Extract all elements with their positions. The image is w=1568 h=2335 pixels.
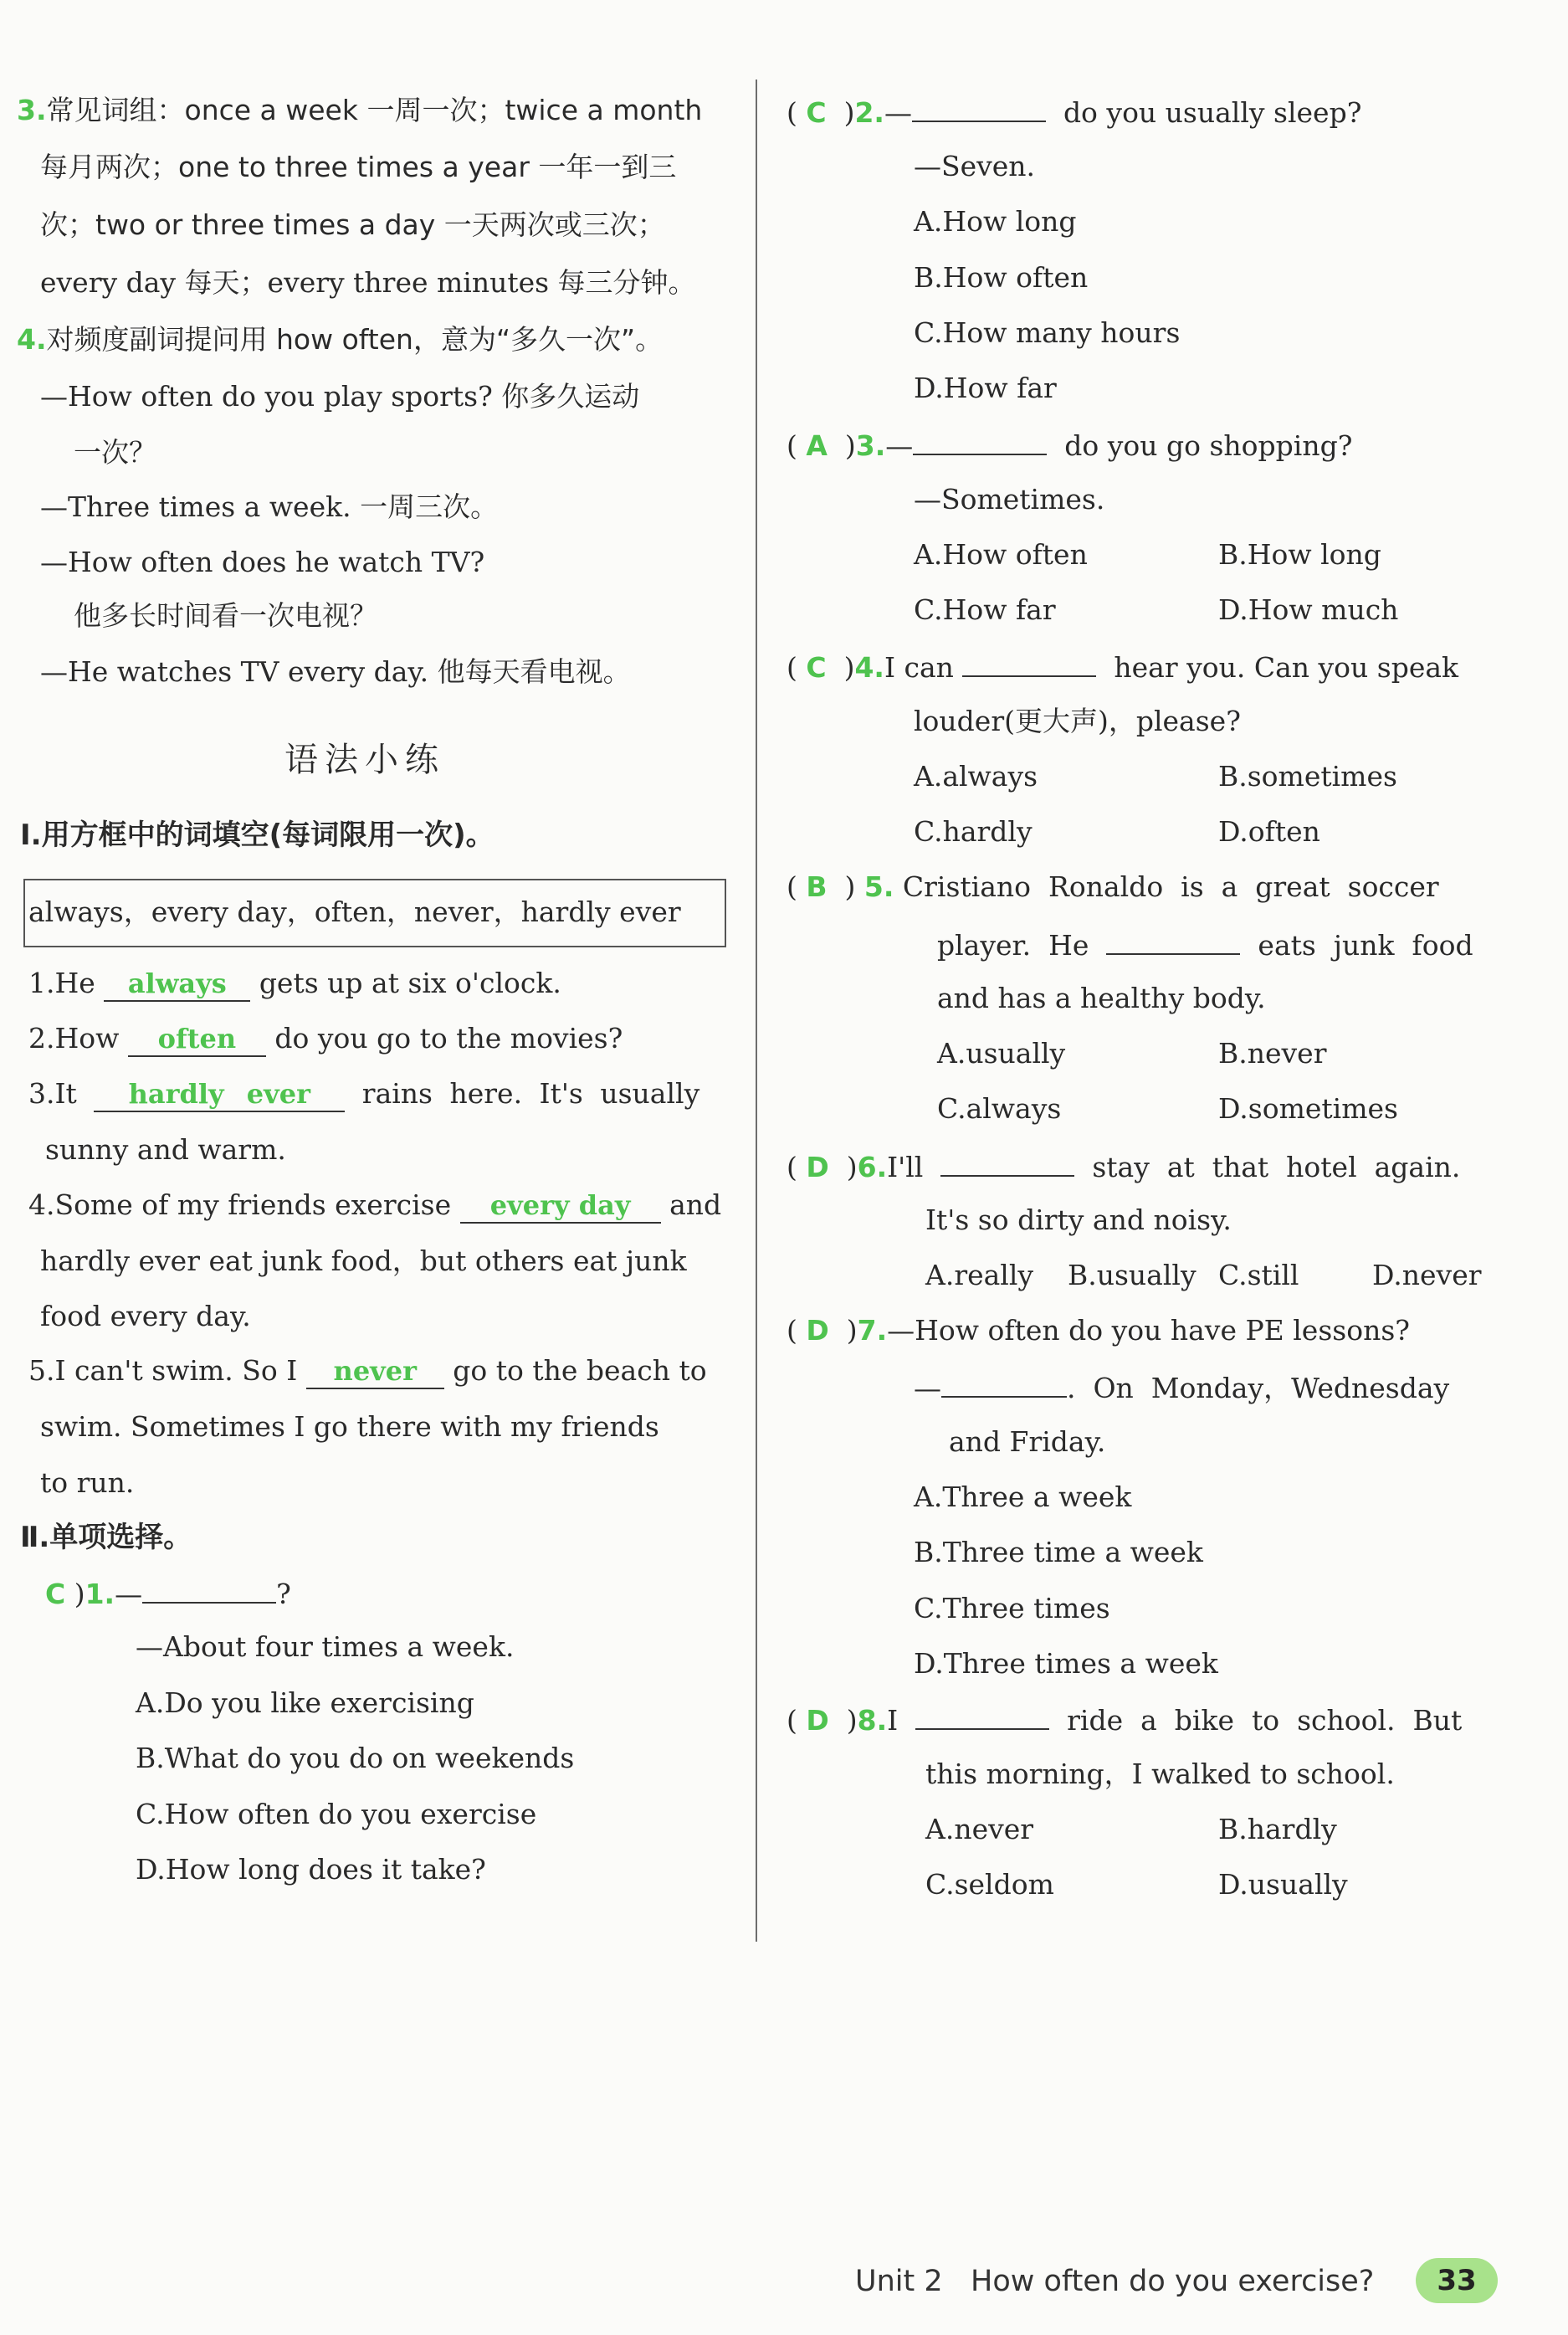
mc-stem-end: ? <box>276 1578 291 1610</box>
fill-item-post: and <box>669 1188 722 1221</box>
mc-question-6: ( D )6.I'll stay at that hotel again. <box>787 1147 1460 1186</box>
footer-unit: Unit 2 <box>855 2265 943 2298</box>
mc-stem: I'll <box>887 1151 924 1183</box>
mc-blank <box>941 1368 1067 1398</box>
mc-8-option-c: C.seldom <box>925 1868 1054 1901</box>
mc-stem-end: ride a bike to school. But <box>1067 1704 1463 1737</box>
mc-stem: —How often do you have PE lessons? <box>887 1314 1410 1347</box>
fill-answer: every day <box>460 1188 661 1224</box>
mc-blank <box>913 425 1047 455</box>
mc-7-option-d: D.Three times a week <box>914 1647 1218 1680</box>
mc-5-option-d: D.sometimes <box>1218 1092 1398 1125</box>
mc-stem-end: hear you. Can you speak <box>1114 651 1459 684</box>
mc-blank <box>940 1147 1074 1177</box>
fill-item-5-cont2: to run. <box>40 1466 135 1499</box>
fill-item-pre: Some of my friends exercise <box>54 1188 452 1221</box>
mc-answer: D <box>806 1151 829 1183</box>
mc-answer: D <box>806 1704 829 1737</box>
mc-blank <box>912 92 1046 122</box>
mc-2-option-b: B.How often <box>914 261 1089 294</box>
mc-1-option-d: D.How long does it take? <box>136 1853 486 1886</box>
mc-7-option-b: B.Three time a week <box>914 1536 1203 1568</box>
mc-answer: C <box>806 96 827 129</box>
mc-6-option-c: C.still <box>1218 1259 1299 1291</box>
mc-blank <box>915 1700 1049 1730</box>
mc-3-option-d: D.How much <box>1218 593 1399 626</box>
mc-4-option-a: A.always <box>914 760 1038 793</box>
note-4-example-2-q-cont: 他多长时间看一次电视？ <box>74 599 377 632</box>
note-3-line-4: every day 每天；every three minutes 每三分钟。 <box>40 266 696 299</box>
mc-num: 3. <box>855 429 886 462</box>
fill-item-2 <box>28 1020 623 1057</box>
note-4-example-1-q: —How often do you play sports? 你多久运动 <box>40 380 640 413</box>
mc-6-option-a: A.really <box>925 1259 1034 1291</box>
mc-7-reply: — . On Monday，Wednesday <box>914 1368 1449 1407</box>
mc-stem-end: do you go shopping? <box>1064 429 1353 462</box>
mc-3-option-c: C.How far <box>914 593 1056 626</box>
mc-7-option-a: A.Three a week <box>914 1481 1132 1513</box>
note-4-example-2-a: —He watches TV every day. 他每天看电视。 <box>40 655 631 688</box>
mc-num: 1. <box>85 1578 115 1610</box>
mc-num: 6. <box>857 1151 888 1183</box>
fill-item-4-cont: hardly ever eat junk food，but others eat junk <box>40 1244 687 1277</box>
column-divider <box>756 80 757 1942</box>
mc-question-2: ( C )2.— do you usually sleep? <box>787 92 1361 131</box>
section-title: 语法小练 <box>284 741 445 779</box>
mc-blank <box>142 1573 276 1604</box>
mc-stem-end: do you usually sleep? <box>1063 96 1362 129</box>
fill-item-pre: He <box>54 967 95 999</box>
mc-2-reply: —Seven. <box>914 150 1036 182</box>
mc-8-option-b: B.hardly <box>1218 1813 1337 1845</box>
mc-question-4: ( C )4.I can hear you. Can you speak <box>787 647 1458 686</box>
mc-stem: I <box>887 1704 899 1737</box>
mc-num: 5. <box>863 870 894 903</box>
mc-question-1: C )1.— ? <box>45 1573 291 1613</box>
mc-num: 4. <box>854 651 884 684</box>
mc-question-3: ( A )3.— do you go shopping? <box>787 425 1352 464</box>
page-number-badge <box>1416 2258 1498 2303</box>
mc-6-option-d: D.never <box>1372 1259 1482 1291</box>
fill-item-5 <box>28 1352 707 1389</box>
mc-1-option-c: C.How often do you exercise <box>136 1798 537 1830</box>
mc-stem: Cristiano Ronaldo is a great soccer <box>902 870 1439 903</box>
note-3-line-2: 每月两次；one to three times a year 一年一到三 <box>40 151 677 183</box>
fill-item-post: gets up at six o'clock. <box>259 967 561 999</box>
footer-title: How often do you exercise? <box>971 2265 1375 2298</box>
mc-answer: A <box>806 429 828 462</box>
fill-item-post: rains here. It's usually <box>361 1077 700 1110</box>
part-1-heading: Ⅰ.用方框中的词填空(每词限用一次)。 <box>20 819 494 852</box>
mc-5-option-b: B.never <box>1218 1037 1327 1070</box>
mc-4-option-b: B.sometimes <box>1218 760 1397 793</box>
fill-item-post: do you go to the movies? <box>274 1022 623 1055</box>
fill-item-pre: It <box>54 1077 77 1110</box>
mc-6-option-b: B.usually <box>1068 1259 1196 1291</box>
mc-5-cont: player. He eats junk food <box>937 925 1473 964</box>
mc-stem: — <box>884 96 912 129</box>
note-3-line-1: 3.常见词组：once a week 一周一次；twice a month <box>17 94 703 126</box>
word-box-text: always，every day，often，never，hardly ever <box>28 896 681 928</box>
mc-question-5: ( B ) 5. Cristiano Ronaldo is a great soccer <box>787 870 1439 903</box>
mc-7-reply-cont: and Friday. <box>949 1425 1106 1458</box>
mc-stem-end: stay at that hotel again. <box>1092 1151 1461 1183</box>
mc-5-cont2: and has a healthy body. <box>937 982 1266 1014</box>
note-4-line-1: 4.对频度副词提问用 how often，意为“多久一次”。 <box>17 323 664 356</box>
fill-answer: hardly ever <box>94 1077 345 1112</box>
mc-5-option-a: A.usually <box>937 1037 1066 1070</box>
fill-answer: always <box>104 967 250 1002</box>
mc-num: 8. <box>857 1704 888 1737</box>
fill-item-pre: How <box>54 1022 120 1055</box>
fill-answer: often <box>128 1022 266 1057</box>
mc-2-option-a: A.How long <box>914 205 1077 238</box>
fill-item-pre: I can't swim. So I <box>54 1354 298 1387</box>
mc-answer: D <box>806 1314 829 1347</box>
fill-answer: never <box>306 1354 444 1389</box>
fill-item-3 <box>28 1075 699 1112</box>
fill-item-4-cont2: food every day. <box>40 1300 251 1332</box>
mc-num: 2. <box>854 96 884 129</box>
mc-stem: — <box>115 1578 143 1610</box>
fill-item-post: go to the beach to <box>453 1354 707 1387</box>
fill-item-5-cont: swim. Sometimes I go there with my friends <box>40 1410 659 1443</box>
part-2-heading: Ⅱ.单项选择。 <box>20 1521 192 1554</box>
mc-stem: — <box>885 429 914 462</box>
mc-1-reply: —About four times a week. <box>136 1630 515 1663</box>
mc-8-option-a: A.never <box>925 1813 1034 1845</box>
mc-num: 7. <box>857 1314 888 1347</box>
mc-3-reply: —Sometimes. <box>914 483 1105 516</box>
note-3-line-3: 次；two or three times a day 一天两次或三次； <box>40 208 665 241</box>
mc-1-option-b: B.What do you do on weekends <box>136 1742 575 1774</box>
fill-item-num: 5. <box>28 1354 55 1387</box>
fill-item-4 <box>28 1187 721 1224</box>
mc-stem: I can <box>884 651 954 684</box>
mc-blank <box>962 647 1096 677</box>
mc-answer: C <box>45 1578 66 1610</box>
mc-3-option-a: A.How often <box>914 538 1088 571</box>
fill-item-1 <box>28 965 561 1002</box>
mc-8-option-d: D.usually <box>1218 1868 1348 1901</box>
mc-6-cont: It's so dirty and noisy. <box>925 1203 1232 1236</box>
word-box <box>23 879 726 947</box>
mc-1-option-a: A.Do you like exercising <box>136 1686 474 1719</box>
mc-5-option-c: C.always <box>937 1092 1062 1125</box>
mc-7-option-c: C.Three times <box>914 1592 1110 1624</box>
fill-item-num: 2. <box>28 1022 55 1055</box>
mc-question-8: ( D )8.I ride a bike to school. But <box>787 1700 1462 1739</box>
mc-2-option-d: D.How far <box>914 372 1057 404</box>
fill-item-num: 4. <box>28 1188 55 1221</box>
fill-item-num: 1. <box>28 967 55 999</box>
mc-answer: B <box>806 870 828 903</box>
note-4-example-1-q-cont: 一次？ <box>74 436 156 469</box>
mc-question-7: ( D )7.—How often do you have PE lessons? <box>787 1314 1410 1347</box>
mc-8-cont: this morning，I walked to school. <box>925 1758 1395 1790</box>
note-4-example-2-q: —How often does he watch TV? <box>40 546 485 578</box>
mc-4-option-c: C.hardly <box>914 815 1033 848</box>
mc-4-cont: louder(更大声)，please? <box>914 705 1241 737</box>
mc-4-option-d: D.often <box>1218 815 1320 848</box>
mc-blank <box>1106 925 1240 955</box>
fill-item-3-cont: sunny and warm. <box>45 1133 286 1166</box>
page-number: 33 <box>1437 2264 1477 2297</box>
mc-3-option-b: B.How long <box>1218 538 1381 571</box>
mc-2-option-c: C.How many hours <box>914 316 1181 349</box>
fill-item-num: 3. <box>28 1077 55 1110</box>
mc-answer: C <box>806 651 827 684</box>
note-4-example-1-a: —Three times a week. 一周三次。 <box>40 490 499 523</box>
